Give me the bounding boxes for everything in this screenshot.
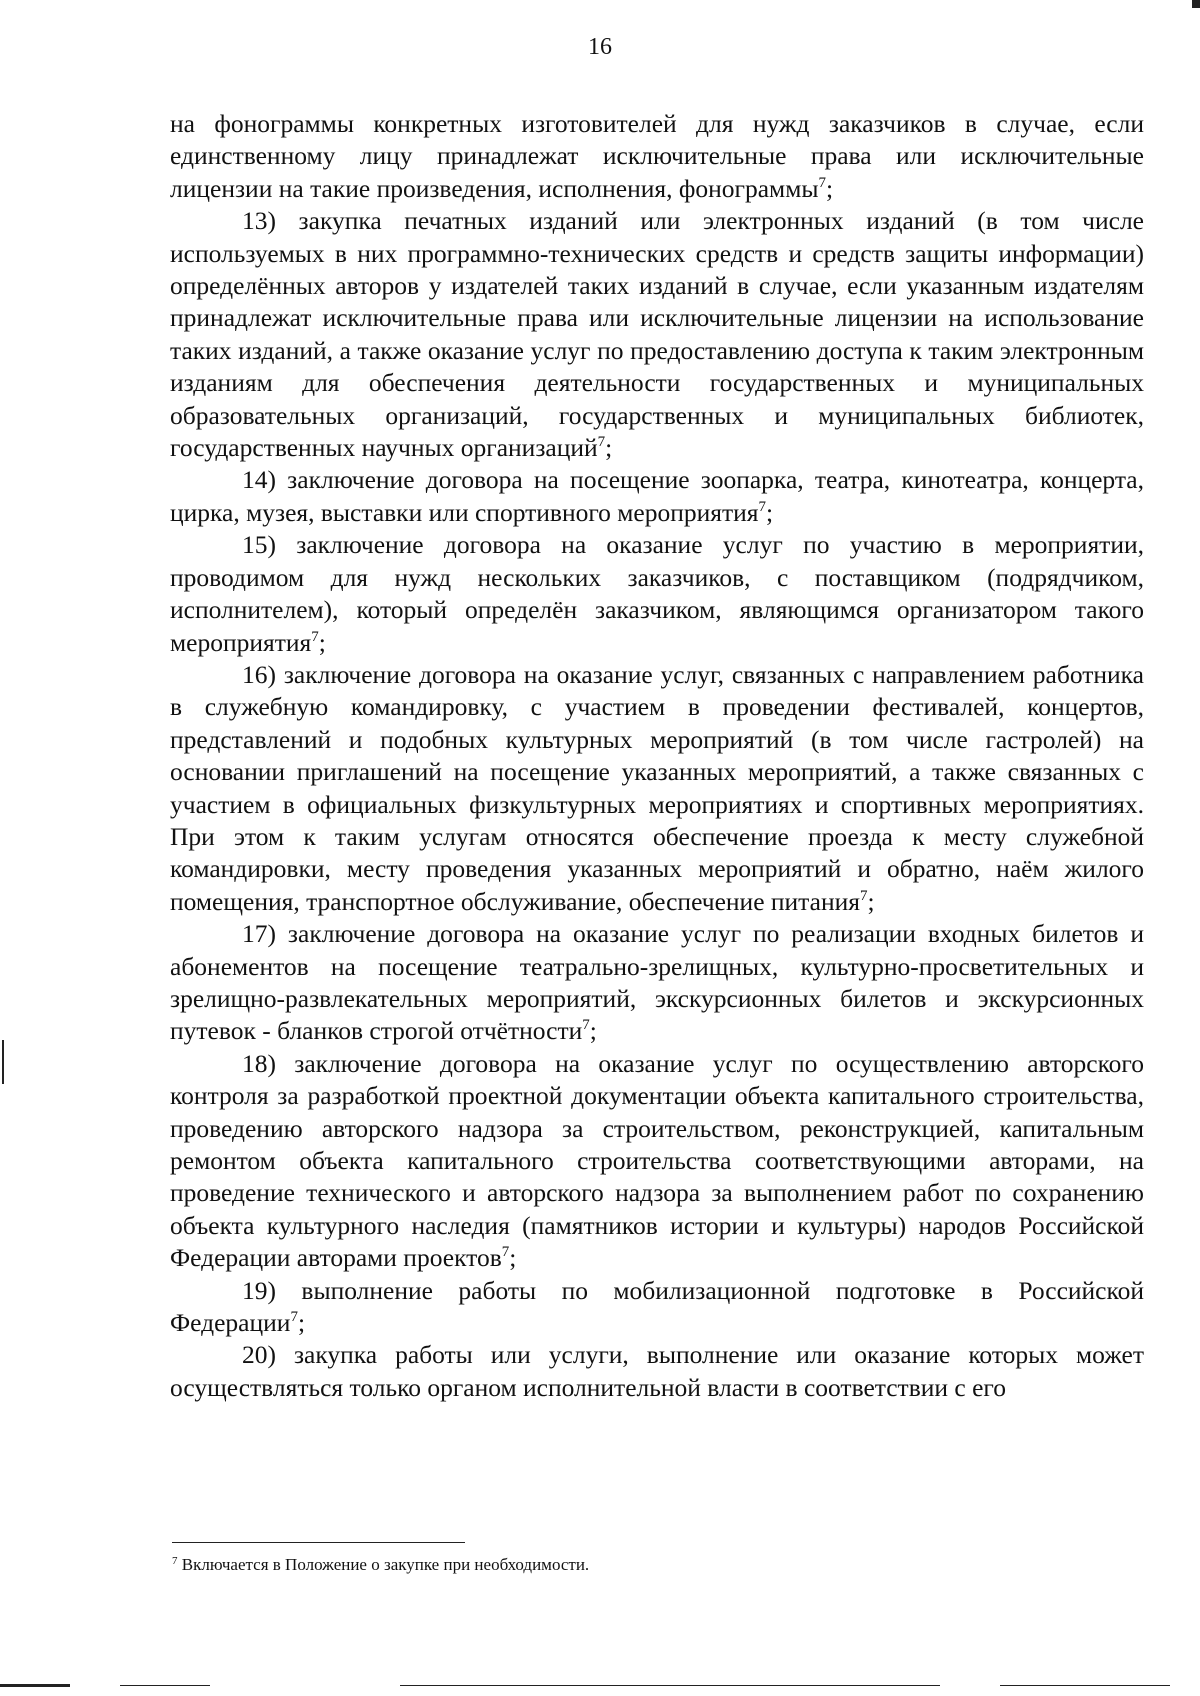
scan-artifact-bottom-dash <box>1000 1685 1170 1686</box>
paragraph-end: ; <box>589 1016 597 1046</box>
scan-artifact-bottom-dash <box>120 1685 210 1686</box>
paragraph-item-17 <box>170 918 1144 1048</box>
paragraph-end: ; <box>318 627 326 657</box>
footnote-text: Включается в Положение о закупке при необходимости. <box>177 1555 590 1574</box>
page-number: 16 <box>588 34 612 60</box>
scan-artifact-bottom-left <box>0 1684 70 1687</box>
paragraph-end: ; <box>766 497 774 527</box>
paragraph-end: ; <box>825 173 834 203</box>
paragraph-text: 16) заключение договора на оказание услуг, связанных с направлением работника в служебную командировку, с участием в проведении фестивалей, концертов, представлений и подобных культурных мероприятий (в том числе гастролей) на основании приглашений на посещение указанных мероприятий, а также связанных с участием в официальных физкультурных мероприятиях и спортивных мероприятиях. При этом к таким услугам относятся обеспечение проезда к месту служебной командировки, месту проведения указанных мероприятий и обратно, наём жилого помещения, транспортное обслуживание, обеспечение питания <box>170 659 1144 916</box>
footnote-ref[interactable]: 7 <box>501 1244 510 1261</box>
paragraph-item-19 <box>170 1275 1144 1340</box>
paragraph-text: 14) заключение договора на посещение зоопарка, театра, кинотеатра, концерта, цирка, музея, выставки или спортивного мероприятия <box>170 465 1144 527</box>
footnote-ref[interactable]: 7 <box>859 887 868 904</box>
scan-artifact-bottom-dash <box>400 1685 940 1686</box>
paragraph-text: 17) заключение договора на оказание услуг по реализации входных билетов и абонементов на посещение театрально-зрелищных, культурно-просветительных и зрелищно-развлекательных мероприятий, экскурсионных билетов и экскурсионных путевок - бланков строгой отчётности <box>170 919 1144 1046</box>
paragraph-text: 19) выполнение работы по мобилизационной подготовке в Российской Федерации <box>170 1275 1144 1338</box>
paragraph-text: 13) закупка печатных изданий или электронных изданий (в том числе используемых в них программно-технических средств и средств защиты информации) определённых авторов у издателей таких изданий в случае, если указанным издателям принадлежат исключительные права или исключительные лицензии на использование таких изданий, а также оказание услуг по предоставлению доступа к таким электронным изданиям для обеспечения деятельности государственных и муниципальных образовательных организаций, государственных и муниципальных библиотек, государственных научных организаций <box>170 206 1144 463</box>
paragraph-text: 18) заключение договора на оказание услуг по осуществлению авторского контроля за разработкой проектной документации объекта капитального строительства, проведению авторского надзора за строительством, реконструкцией, капитальным ремонтом объекта капитального строительства соответствующими авторами, на проведение технического и авторского надзора за выполнением работ по сохранению объекта культурного наследия (памятников истории и культуры) народов Российской Федерации авторами проектов <box>170 1048 1144 1273</box>
paragraph-item-14 <box>170 464 1144 529</box>
footnote-ref[interactable]: 7 <box>597 434 606 451</box>
text-body <box>170 108 1144 1404</box>
paragraph-item-13 <box>170 205 1144 464</box>
paragraph-continuation <box>170 108 1144 205</box>
footnote-mark: 7 <box>172 1555 178 1567</box>
scan-artifact-top-right <box>1192 0 1200 8</box>
paragraph-end: ; <box>867 886 875 916</box>
footnote-ref[interactable]: 7 <box>818 174 826 191</box>
footnote-separator <box>172 1542 465 1543</box>
footnote-ref[interactable]: 7 <box>758 498 767 515</box>
paragraph-end: ; <box>509 1243 517 1273</box>
scan-artifact-left-margin <box>2 1040 4 1084</box>
footnote-ref[interactable]: 7 <box>290 1309 298 1326</box>
paragraph-item-15 <box>170 529 1144 659</box>
paragraph-item-16 <box>170 659 1144 918</box>
paragraph-item-18 <box>170 1048 1144 1275</box>
paragraph-end: ; <box>605 433 613 463</box>
footnote-ref[interactable]: 7 <box>311 628 319 645</box>
paragraph-text: 20) закупка работы или услуги, выполнение или оказание которых может осуществляться только органом исполнительной власти в соответствии с его <box>170 1340 1144 1402</box>
footnote <box>172 1554 1132 1576</box>
paragraph-item-20 <box>170 1339 1144 1404</box>
paragraph-text: на фонограммы конкретных изготовителей для нужд заказчиков в случае, если единственному лицу принадлежат исключительные права или исключительные лицензии на такие произведения, исполнения, фонограммы <box>170 109 1144 203</box>
paragraph-end: ; <box>297 1308 306 1338</box>
paragraph-text: 15) заключение договора на оказание услуг по участию в мероприятии, проводимом для нужд нескольких заказчиков, с поставщиком (подрядчиком, исполнителем), который определён заказчиком, являющимся организатором такого мероприятия <box>170 530 1144 657</box>
footnote-ref[interactable]: 7 <box>582 1017 590 1034</box>
